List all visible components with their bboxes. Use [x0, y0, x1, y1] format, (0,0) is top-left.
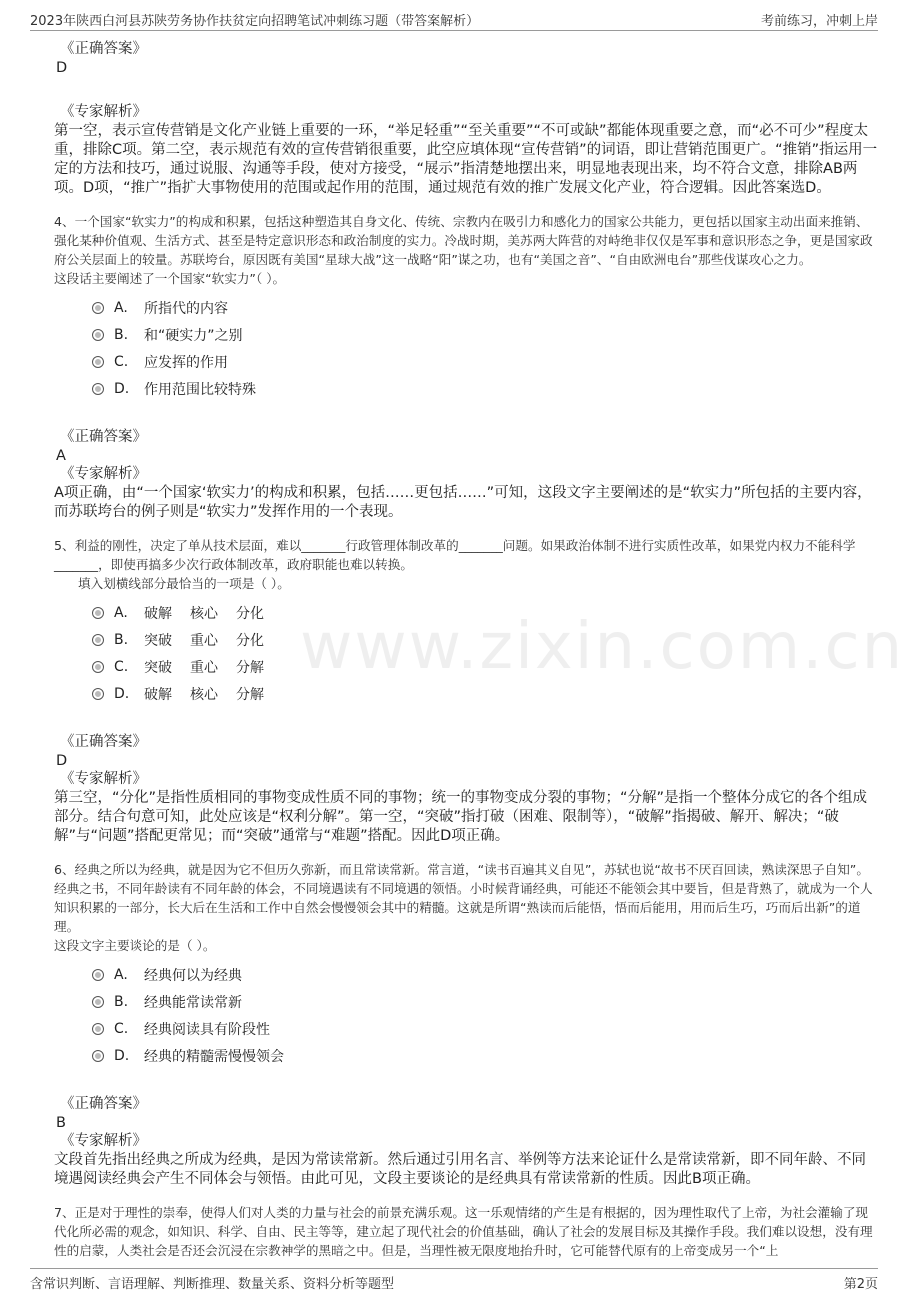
radio-icon[interactable]: [92, 969, 104, 981]
document-title: 2023年陕西白河县苏陕劳务协作扶贫定向招聘笔试冲刺练习题（带答案解析）: [30, 14, 480, 29]
question-5-prompt: 填入划横线部分最恰当的一项是（ ）。: [78, 576, 290, 591]
radio-icon[interactable]: [92, 688, 104, 700]
question-4-options: [92, 294, 880, 402]
correct-answer: D: [56, 753, 68, 769]
watermark: www.zixin.com.cn: [300, 610, 905, 684]
page-header: [30, 8, 878, 31]
option-c[interactable]: C. 经典阅读具有阶段性: [92, 1015, 880, 1042]
radio-icon[interactable]: [92, 634, 104, 646]
option-c[interactable]: C. 突破 重心 分解: [92, 653, 880, 680]
explanation-label: 《专家解析》: [60, 104, 147, 120]
correct-answer: B: [56, 1115, 66, 1131]
answer-label: 《正确答案》: [60, 429, 147, 445]
radio-icon[interactable]: [92, 1050, 104, 1062]
header-slogan: 考前练习，冲刺上岸: [760, 14, 878, 29]
option-c[interactable]: C. 应发挥的作用: [92, 348, 880, 375]
question-5-text: 5、利益的刚性，决定了单从技术层面，难以_______行政管理体制改革的_______问题。如果政治体制不进行实质性改革，如果党内权力不能科学_______，即使再搞多少次行政体制改革，政府职能也难以转换。: [54, 538, 856, 572]
explanation-label: 《专家解析》: [60, 771, 147, 787]
option-a[interactable]: A. 经典何以为经典: [92, 961, 880, 988]
radio-icon[interactable]: [92, 661, 104, 673]
radio-icon[interactable]: [92, 302, 104, 314]
page-content: [54, 40, 880, 1260]
question-5-options: [92, 599, 880, 707]
question-4-prompt: 这段话主要阐述了一个国家“软实力”（ ）。: [54, 271, 286, 286]
question-4-text: 4、一个国家“软实力”的构成和积累，包括这种塑造其自身文化、传统、宗教内在吸引力和感化力的国家公共能力，更包括以国家主动出面来推销、强化某种价值观、生活方式、甚至是特定意识形态和政治制度的实力。冷战时期，美苏两大阵营的对峙绝非仅仅是军事和意识形态之争，更是国家政府公关层面上的较量。苏联垮台，原因既有美国“星球大战”这一战略“阳”谋之功，也有“美国之音”、“自由欧洲电台”那些伐谋攻心之力。: [54, 214, 873, 267]
radio-icon[interactable]: [92, 607, 104, 619]
explanation-text: A项正确，由“一个国家‘软实力’的构成和积累，包括……更包括……”可知，这段文字主要阐述的是“软实力”所包括的主要内容，而苏联垮台的例子则是“软实力”发挥作用的一个表现。: [54, 485, 872, 520]
option-a[interactable]: A. 破解 核心 分化: [92, 599, 880, 626]
answer-label: 《正确答案》: [60, 734, 147, 750]
page-footer: [30, 1268, 878, 1293]
answer-label: 《正确答案》: [60, 41, 147, 57]
answer-label: 《正确答案》: [60, 1096, 147, 1112]
option-d[interactable]: D. 破解 核心 分解: [92, 680, 880, 707]
explanation-text: 文段首先指出经典之所成为经典，是因为常读常新。然后通过引用名言、举例等方法来论证什么是常读常新，即不同年龄、不同境遇阅读经典会产生不同体会与领悟。由此可见，文段主要谈论的是经典具有常读常新的性质。因此B项正确。: [54, 1152, 866, 1187]
question-6-options: [92, 961, 880, 1069]
option-b[interactable]: B. 经典能常读常新: [92, 988, 880, 1015]
question-6-prompt: 这段文字主要谈论的是（ ）。: [54, 938, 216, 953]
radio-icon[interactable]: [92, 996, 104, 1008]
correct-answer: D: [56, 60, 68, 76]
page-number: 第2页: [843, 1277, 878, 1292]
footer-text: 含常识判断、言语理解、判断推理、数量关系、资料分析等题型: [30, 1277, 395, 1292]
option-d[interactable]: D. 经典的精髓需慢慢领会: [92, 1042, 880, 1069]
option-b[interactable]: B. 突破 重心 分化: [92, 626, 880, 653]
correct-answer: A: [56, 448, 66, 464]
radio-icon[interactable]: [92, 329, 104, 341]
explanation-text: 第一空，表示宣传营销是文化产业链上重要的一环，“举足轻重”“至关重要”“不可或缺”都能体现重要之意，而“必不可少”程度太重，排除C项。第二空，表示规范有效的宣传营销很重要，此空应填体现“宣传营销”的词语，即让营销范围更广。“推销”指运用一定的方法和技巧，通过说服、沟通等手段，使对方接受，“展示”指清楚地摆出来，明显地表现出来，均不符合文意，排除AB两项。D项，“推广”指扩大事物使用的范围或起作用的范围，通过规范有效的推广发展文化产业，符合逻辑。因此答案选D。: [54, 123, 878, 196]
explanation-label: 《专家解析》: [60, 466, 147, 482]
option-d[interactable]: D. 作用范围比较特殊: [92, 375, 880, 402]
radio-icon[interactable]: [92, 1023, 104, 1035]
option-b[interactable]: B. 和“硬实力”之别: [92, 321, 880, 348]
option-a[interactable]: A. 所指代的内容: [92, 294, 880, 321]
explanation-label: 《专家解析》: [60, 1133, 147, 1149]
explanation-text: 第三空，“分化”是指性质相同的事物变成性质不同的事物；统一的事物变成分裂的事物；“分解”是指一个整体分成它的各个组成部分。结合句意可知，此处应该是“权利分解”。第一空，“突破”指打破（困难、限制等），“破解”指揭破、解开、解决；“破解”与“问题”搭配更常见；而“突破”通常与“难题”搭配。因此D项正确。: [54, 790, 868, 844]
question-7-text: 7、正是对于理性的崇奉，使得人们对人类的力量与社会的前景充满乐观。这一乐观情绪的产生是有根据的，因为理性取代了上帝，为社会灌输了现代化所必需的观念，如知识、科学、自由、民主等等，建立起了现代社会的价值基础，确认了社会的发展目标及其操作手段。我们难以设想，没有理性的启蒙，人类社会是否还会沉浸在宗教神学的黑暗之中。但是，当理性被无限度地抬升时，它可能替代原有的上帝变成另一个“上: [54, 1205, 873, 1258]
radio-icon[interactable]: [92, 356, 104, 368]
radio-icon[interactable]: [92, 383, 104, 395]
question-6-text: 6、经典之所以为经典，就是因为它不但历久弥新，而且常读常新。常言道，“读书百遍其义自见”，苏轼也说“故书不厌百回读，熟读深思子自知”。经典之书，不同年龄读有不同年龄的体会，不同境遇读有不同境遇的领悟。小时候背诵经典，可能还不能领会其中要旨，但是背熟了，就成为一个人知识积累的一部分，长大后在生活和工作中自然会慢慢领会其中的精髓。这就是所谓“熟读而后能悟，悟而后能用，用而后生巧，巧而后出新”的道理。: [54, 862, 873, 934]
